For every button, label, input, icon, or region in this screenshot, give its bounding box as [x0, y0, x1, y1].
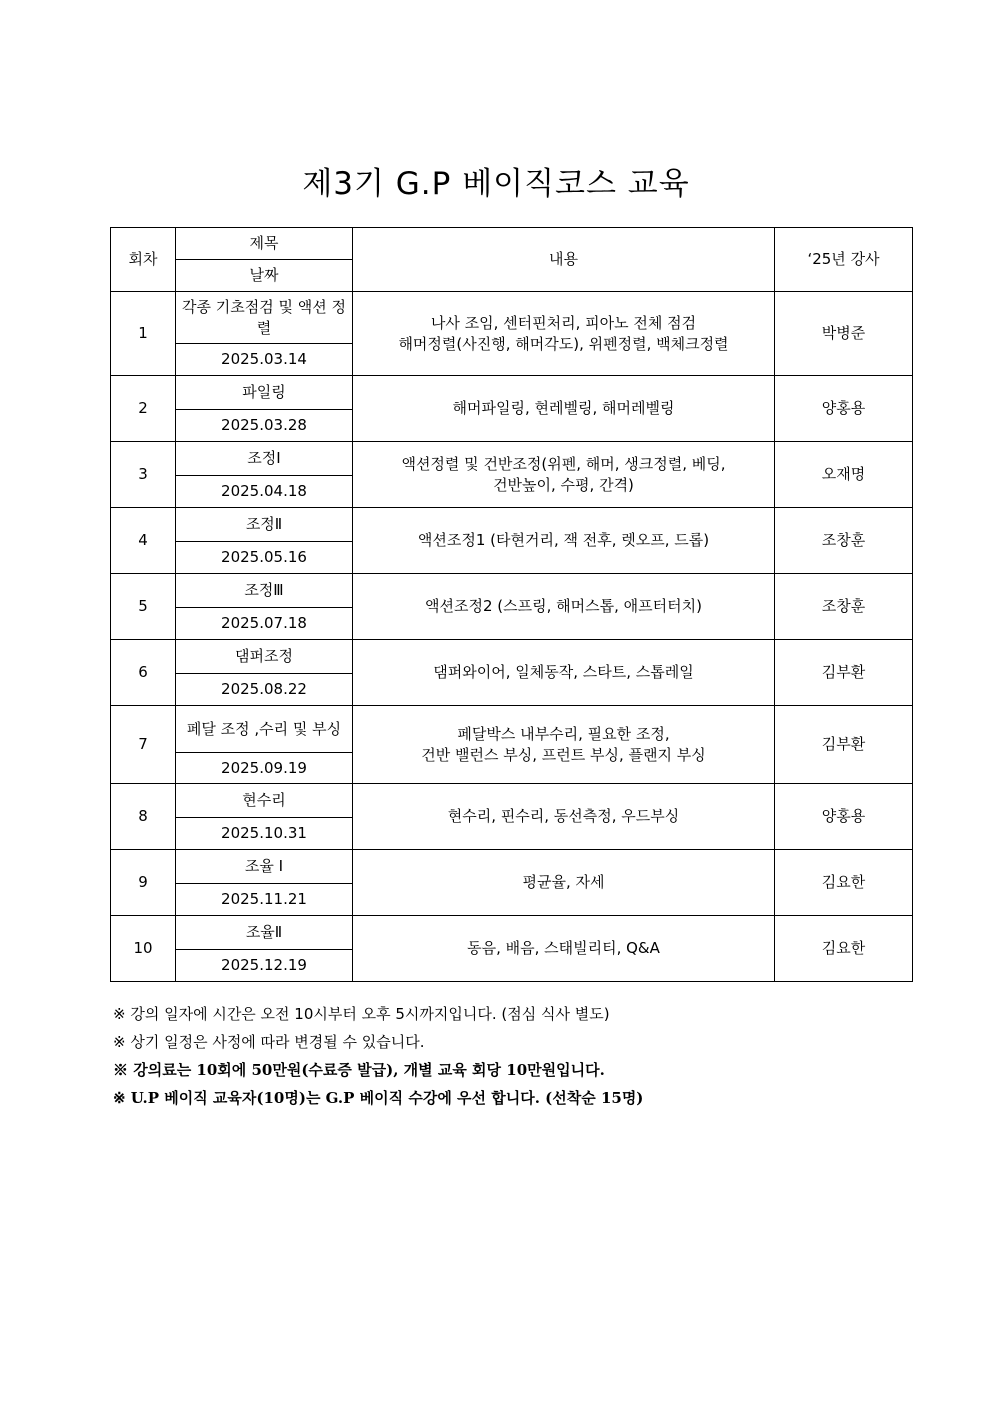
session-content: 액션조정1 (타현거리, 잭 전후, 렛오프, 드롭): [353, 508, 775, 574]
note-line: ※ 강의 일자에 시간은 오전 10시부터 오후 5시까지입니다. (점심 식사 별도): [113, 1005, 610, 1023]
session-teacher: 조창훈: [775, 508, 913, 574]
session-date: 2025.08.22: [176, 674, 353, 706]
session-teacher: 양홍용: [775, 784, 913, 850]
session-title: 파일링: [176, 376, 353, 410]
table-row: [111, 442, 913, 476]
session-content: 해머파일링, 현레벨링, 해머레벨링: [353, 376, 775, 442]
session-date: 2025.09.19: [176, 753, 353, 784]
session-content: 액션조정2 (스프링, 해머스톱, 애프터터치): [353, 574, 775, 640]
session-date: 2025.07.18: [176, 608, 353, 640]
header-teacher: ‘25년 강사: [775, 228, 913, 292]
session-number: 1: [111, 292, 176, 376]
session-teacher: 김부환: [775, 706, 913, 784]
session-date: 2025.11.21: [176, 884, 353, 916]
session-teacher: 양홍용: [775, 376, 913, 442]
session-title: 조정Ⅰ: [176, 442, 353, 476]
session-number: 4: [111, 508, 176, 574]
session-number: 8: [111, 784, 176, 850]
note-line: ※ 강의료는 10회에 50만원(수료증 발급), 개별 교육 회당 10만원입니다.: [113, 1061, 605, 1079]
session-teacher: 김요한: [775, 916, 913, 982]
session-date: 2025.10.31: [176, 818, 353, 850]
session-number: 6: [111, 640, 176, 706]
session-teacher: 박병준: [775, 292, 913, 376]
session-title: 조정Ⅱ: [176, 508, 353, 542]
session-date: 2025.03.14: [176, 344, 353, 376]
session-title: 댐퍼조정: [176, 640, 353, 674]
session-number: 7: [111, 706, 176, 784]
session-teacher: 조창훈: [775, 574, 913, 640]
table-row: [111, 508, 913, 542]
note-line: ※ U.P 베이직 교육자(10명)는 G.P 베이직 수강에 우선 합니다. (선착순 15명): [113, 1089, 644, 1107]
table-row: [111, 916, 913, 950]
table-row: [111, 574, 913, 608]
session-number: 10: [111, 916, 176, 982]
schedule-table-header: [111, 228, 913, 292]
session-content: 나사 조임, 센터핀처리, 피아노 전체 점검 해머정렬(사진행, 해머각도), 위펜정렬, 백체크정렬: [353, 292, 775, 376]
session-title: 조율 Ⅰ: [176, 850, 353, 884]
table-row: [111, 292, 913, 344]
header-date: 날짜: [176, 260, 353, 292]
session-content: 평균율, 자세: [353, 850, 775, 916]
document-title: 제3기 G.P 베이직코스 교육: [302, 166, 690, 202]
table-row: [111, 640, 913, 674]
table-row: [111, 376, 913, 410]
notes-section: [113, 1000, 913, 1112]
session-title: 현수리: [176, 784, 353, 818]
header-subject: 제목: [176, 228, 353, 260]
session-title: 각종 기초점검 및 액션 정렬: [176, 292, 353, 344]
session-content: 댐퍼와이어, 일체동작, 스타트, 스톱레일: [353, 640, 775, 706]
session-number: 5: [111, 574, 176, 640]
session-date: 2025.05.16: [176, 542, 353, 574]
session-number: 2: [111, 376, 176, 442]
table-row: [111, 784, 913, 818]
header-content: 내용: [353, 228, 775, 292]
session-teacher: 오재명: [775, 442, 913, 508]
schedule-table-body: [111, 292, 913, 982]
session-title: 조정Ⅲ: [176, 574, 353, 608]
session-teacher: 김부환: [775, 640, 913, 706]
table-row: [111, 850, 913, 884]
session-teacher: 김요한: [775, 850, 913, 916]
session-date: 2025.04.18: [176, 476, 353, 508]
session-title: 조율Ⅱ: [176, 916, 353, 950]
table-row: [111, 706, 913, 753]
session-date: 2025.03.28: [176, 410, 353, 442]
session-content: 현수리, 핀수리, 동선측정, 우드부싱: [353, 784, 775, 850]
session-number: 3: [111, 442, 176, 508]
schedule-table: [110, 227, 913, 982]
session-content: 액션정렬 및 건반조정(위펜, 해머, 생크정렬, 베딩, 건반높이, 수평, 간격): [353, 442, 775, 508]
session-number: 9: [111, 850, 176, 916]
session-date: 2025.12.19: [176, 950, 353, 982]
session-content: 페달박스 내부수리, 필요한 조정, 건반 밸런스 부싱, 프런트 부싱, 플랜지 부싱: [353, 706, 775, 784]
session-title: 페달 조정 ,수리 및 부싱: [176, 706, 353, 753]
header-round: 회차: [111, 228, 176, 292]
session-content: 동음, 배음, 스태빌리티, Q&A: [353, 916, 775, 982]
note-line: ※ 상기 일정은 사정에 따라 변경될 수 있습니다.: [113, 1033, 425, 1051]
